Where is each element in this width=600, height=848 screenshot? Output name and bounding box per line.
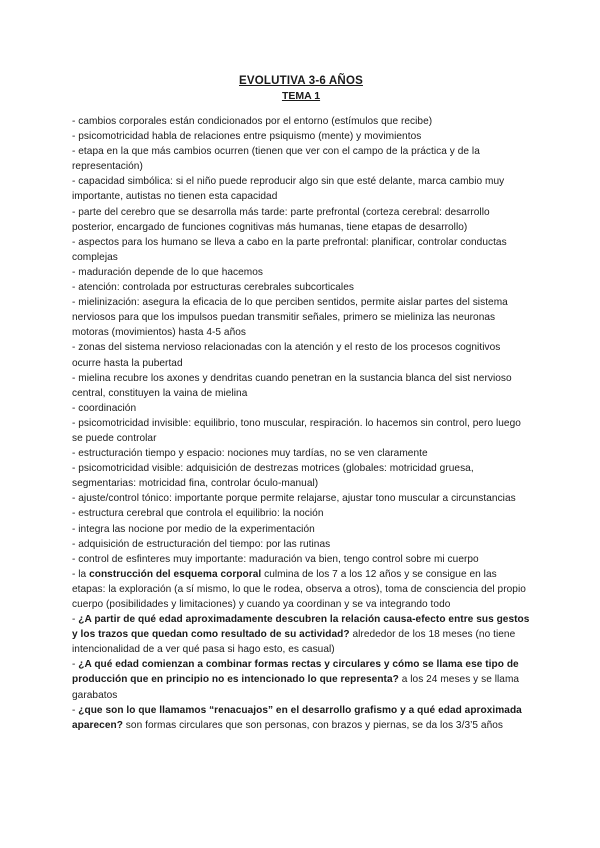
note-item: - estructura cerebral que controla el equilibrio: la noción xyxy=(72,508,324,520)
note-item: - psicomotricidad invisible: equilibrio, tono muscular, respiración. lo hacemos sin control, pero luego se puede controlar xyxy=(72,417,521,444)
note-item: - mielinización: asegura la eficacia de lo que perciben sentidos, permite aislar partes del sistema nerviosos para que los impulsos puedan transmitir señales, primero se mieliniza las neuronas motoras (movimientos) hasta 4-5 años xyxy=(72,297,508,339)
note-item: - zonas del sistema nervioso relacionadas con la atención y el resto de los procesos cognitivos ocurre hasta la pubertad xyxy=(72,342,501,369)
note-text-segment: - xyxy=(72,704,79,716)
note-item: - aspectos para los humano se lleva a cabo en la parte prefrontal: planificar, controlar conductas complejas xyxy=(72,236,507,263)
note-item: - maduración depende de lo que hacemos xyxy=(72,266,264,278)
document-subtitle: TEMA 1 xyxy=(281,90,321,102)
note-text-segment: - xyxy=(72,614,79,626)
note-text-segment: a los 24 meses y se llama garabatos xyxy=(72,674,520,701)
note-bold-question: ¿A qué edad comienzan a combinar formas rectas y circulares y cómo se llama ese tipo de producción que en principio no es intencionado lo que representa? xyxy=(72,659,519,686)
note-bold-question: ¿A partir de qué edad aproximadamente descubren la relación causa-efecto entre sus gestos y los trazos que quedan como resultado de su actividad? xyxy=(72,614,530,641)
note-item xyxy=(72,612,530,657)
note-item: - etapa en la que más cambios ocurren (tienen que ver con el campo de la práctica y de la representación) xyxy=(72,146,480,173)
note-item: - cambios corporales están condicionados por el entorno (estímulos que recibe) xyxy=(72,116,433,127)
note-item: - adquisición de estructuración del tiempo: por las rutinas xyxy=(72,538,331,550)
note-item: - control de esfinteres muy importante: maduración va bien, tengo control sobre mi cuerpo xyxy=(72,553,479,565)
note-item xyxy=(72,703,530,733)
note-text-segment: - xyxy=(72,659,79,671)
note-item xyxy=(72,567,530,612)
note-item: - mielina recubre los axones y dendritas cuando penetran en la sustancia blanca del sist nervioso central, constituyen la vaina de mielina xyxy=(72,372,512,399)
note-item xyxy=(72,657,530,702)
note-item: - parte del cerebro que se desarrolla más tarde: parte prefrontal (corteza cerebral: desarrollo posterior, encargado de funciones cognitivas más humanas, tiene etapas de desarrollo) xyxy=(72,206,490,233)
notes-list xyxy=(72,114,530,733)
note-bold-question: construcción del esquema corporal xyxy=(89,568,262,580)
note-item: - estructuración tiempo y espacio: nociones muy tardías, no se ven claramente xyxy=(72,448,428,460)
note-item: - capacidad simbólica: si el niño puede reproducir algo sin que esté delante, marca cambio muy importante, autistas no tienen esta capacidad xyxy=(72,176,505,203)
note-text-segment: culmina de los 7 a los 12 años y se consigue en las etapas: la exploración (a sí mismo, lo que le rodea, observa a otros), toma de consciencia del propio cuerpo (posibilidades y limitaciones) y cuando ya coordinan y se va integrando todo xyxy=(72,568,526,610)
note-item: - psicomotricidad visible: adquisición de destrezas motrices (globales: motricidad gruesa, segmentarias: motricidad fina, controlar óculo-manual) xyxy=(72,463,474,490)
note-item: - coordinación xyxy=(72,402,137,414)
note-item: - psicomotricidad habla de relaciones entre psiquismo (mente) y movimientos xyxy=(72,131,422,143)
note-bold-question: ¿que son lo que llamamos “renacuajos” en el desarrollo grafismo y a qué edad aproximada aparecen? xyxy=(72,704,522,731)
note-text-segment: son formas circulares que son personas, con brazos y piernas, se da los 3/3’5 años xyxy=(122,719,504,731)
note-text-segment: alrededor de los 18 meses (no tiene intencionalidad de a ver qué pasa si hago esto, es casual) xyxy=(72,629,516,656)
note-item: - atención: controlada por estructuras cerebrales subcorticales xyxy=(72,282,354,294)
note-item: - integra las nocione por medio de la experimentación xyxy=(72,523,315,535)
note-text-segment: - la xyxy=(72,568,90,580)
note-item: - ajuste/control tónico: importante porque permite relajarse, ajustar tono muscular a circunstancias xyxy=(72,493,516,505)
document-title: EVOLUTIVA 3-6 AÑOS xyxy=(239,75,363,87)
